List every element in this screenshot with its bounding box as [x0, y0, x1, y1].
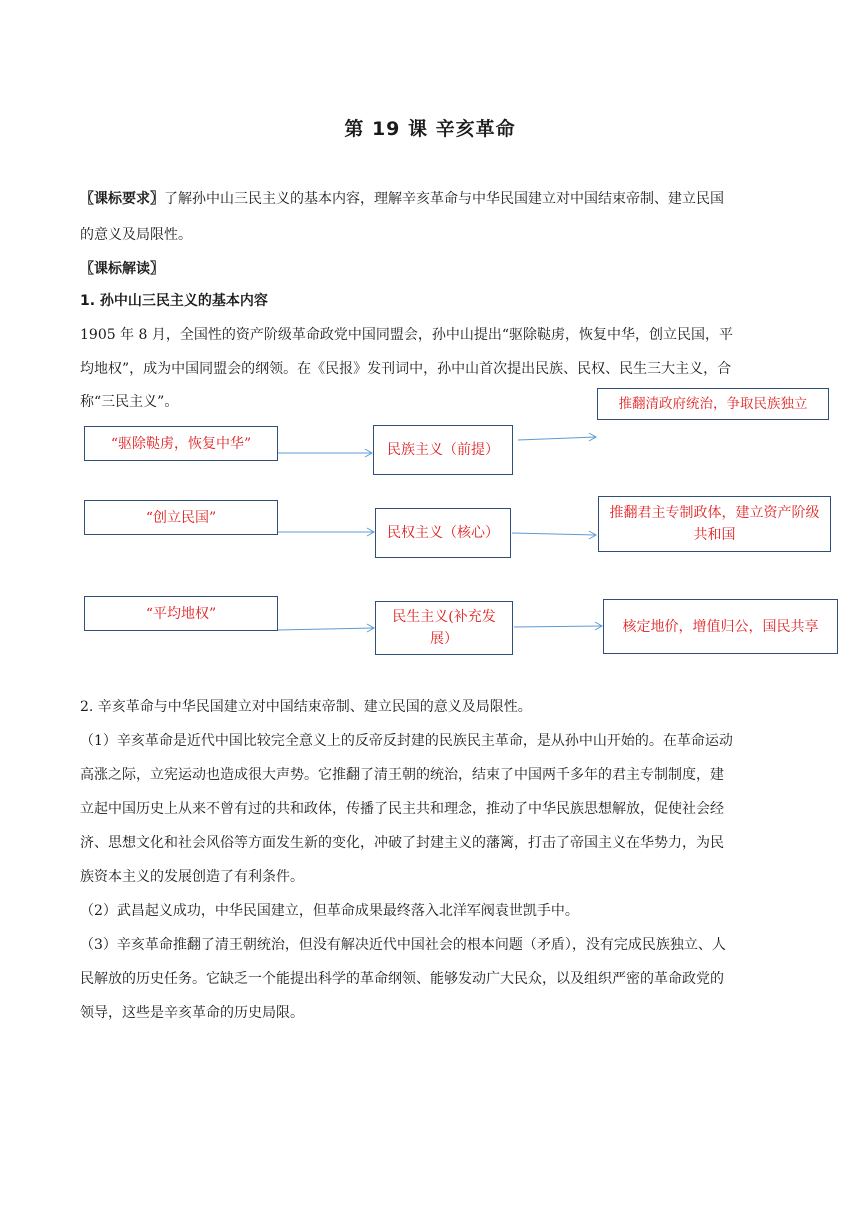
goal-box	[597, 388, 829, 420]
interpretation-label: 〖课标解读〗	[80, 261, 164, 277]
slogan-box	[84, 596, 278, 631]
arrow-line	[514, 626, 602, 627]
arrow-head	[367, 624, 374, 632]
arrow-head	[367, 528, 374, 536]
principle-box	[373, 425, 513, 475]
principle-text: 民生主义(补充发展）	[392, 609, 496, 647]
slogan-box	[84, 500, 278, 535]
requirement-label: 〖课标要求〗	[80, 191, 164, 207]
arrow-head	[589, 433, 596, 441]
section2-line: 族资本主义的发展创造了有利条件。	[80, 869, 304, 885]
requirement-text: 了解孙中山三民主义的基本内容，理解辛亥革命与中华民国建立对中国结束帝制、建立民国	[164, 191, 724, 207]
section2-line: （2）武昌起义成功，中华民国建立，但革命成果最终落入北洋军阀袁世凯手中。	[80, 903, 579, 919]
section1-heading: 1. 孙中山三民主义的基本内容	[80, 293, 268, 309]
principle-text: 民权主义（核心）	[387, 525, 499, 541]
section2-line: 领导，这些是辛亥革命的历史局限。	[80, 1005, 304, 1021]
slogan-text: “创立民国”	[145, 509, 217, 526]
slogan-box	[84, 426, 278, 461]
arrow-head	[365, 449, 372, 457]
arrow-head	[589, 531, 596, 539]
arrow-line	[512, 533, 596, 535]
principle-text: 民族主义（前提）	[387, 442, 499, 458]
arrow-head	[595, 622, 602, 630]
goal-box	[598, 496, 831, 552]
section2-line: 立起中国历史上从来不曾有过的共和政体，传播了民主共和理念，推动了中华民族思想解放，促使社会经	[80, 801, 724, 817]
goal-box	[603, 599, 838, 654]
section2-heading: 2. 辛亥革命与中华民国建立对中国结束帝制、建立民国的意义及局限性。	[80, 699, 532, 715]
section2-line: （3）辛亥革命推翻了清王朝统治，但没有解决近代中国社会的根本问题（矛盾），没有完成民族独立、人	[80, 937, 726, 953]
section2-line: 高涨之际，立宪运动也造成很大声势。它推翻了清王朝的统治，结束了中国两千多年的君主专制制度，建	[80, 767, 724, 783]
goal-text: 推翻君主专制政体，建立资产阶级共和国	[609, 505, 820, 543]
section1-line: 称“三民主义”。	[80, 394, 179, 410]
requirement-line-1	[80, 184, 780, 214]
principle-box	[375, 601, 513, 655]
slogan-text: “驱除鞑虏，恢复中华”	[110, 435, 252, 452]
section1-line: 均地权”，成为中国同盟会的纲领。在《民报》发刊词中，孙中山首次提出民族、民权、民生三大主义，合	[80, 361, 732, 377]
section2-line: 济、思想文化和社会风俗等方面发生新的变化，冲破了封建主义的藩篱，打击了帝国主义在华势力，为民	[80, 835, 724, 851]
arrow-line	[518, 437, 596, 440]
section2-line: （1）辛亥革命是近代中国比较完全意义上的反帝反封建的民族民主革命，是从孙中山开始的。在革命运动	[80, 733, 733, 749]
principle-box	[375, 508, 511, 558]
requirement-line-2: 的意义及局限性。	[80, 227, 192, 243]
arrow-line	[278, 628, 374, 630]
section1-line: 1905 年 8 月，全国性的资产阶级革命政党中国同盟会，孙中山提出“驱除鞑虏，恢复中华，创立民国，平	[80, 327, 734, 343]
section2-line: 民解放的历史任务。它缺乏一个能提出科学的革命纲领、能够发动广大民众，以及组织严密的革命政党的	[80, 971, 724, 987]
slogan-text: “平均地权”	[145, 605, 217, 622]
goal-text: 核定地价，增值归公，国民共享	[622, 618, 819, 635]
goal-text: 推翻清政府统治，争取民族独立	[618, 396, 808, 412]
page-title: 第 19 课 辛亥革命	[344, 118, 516, 140]
